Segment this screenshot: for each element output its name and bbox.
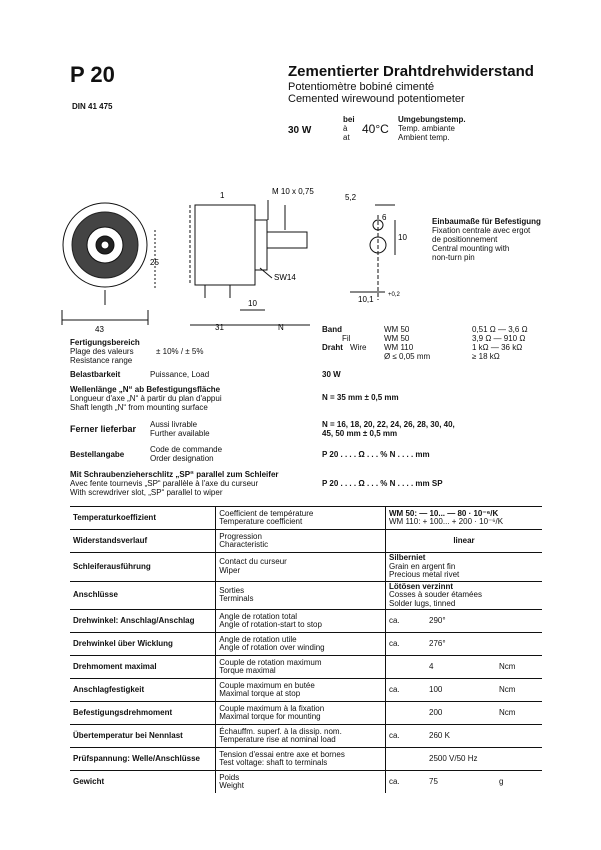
dim-10: 10 (248, 299, 257, 308)
property-en: Test voltage: shaft to terminals (219, 758, 328, 767)
property-de: Befestigungsdrehmoment (70, 702, 216, 725)
dim-31: 31 (215, 323, 224, 332)
property-fr-en (216, 702, 386, 725)
rating-temp: 40°C (362, 122, 389, 136)
property-en: Wiper (219, 565, 241, 575)
property-fr: Angle de rotation utile (219, 634, 297, 644)
property-en: Angle of rotation over winding (219, 643, 325, 652)
model-title: P 20 (70, 62, 115, 87)
table-row (70, 581, 542, 610)
dim-6: 6 (382, 213, 387, 222)
property-fr: Couple maximum à la fixation (219, 703, 325, 713)
order-label: Bestellangabe (70, 450, 125, 459)
dim-sw14: SW14 (274, 273, 296, 282)
property-en: Terminals (219, 594, 254, 604)
table-row (70, 553, 542, 582)
table-row (70, 748, 542, 771)
property-value: 4 Ncm (386, 656, 543, 679)
property-de: Anschlüsse (70, 581, 216, 610)
title-en: Cemented wirewound potentiometer (288, 93, 465, 105)
property-fr-en (216, 581, 386, 610)
property-de: Prüfspannung: Welle/Anschlüsse (70, 748, 216, 771)
resistance-table: Band Fil Draht Wire WM 50 WM 50 WM 110 Ø ≤ 0,05 mm 0,51 Ω — 3,6 Ω 3,9 Ω — 910 Ω 1 kΩ — 36 kΩ ≥ 18 kΩ (322, 325, 528, 361)
rating-power: 30 W (288, 125, 312, 136)
mounting-fr2: de positionnement (432, 235, 498, 244)
order-value: P 20 . . . . Ω . . . % N . . . . mm (322, 450, 430, 459)
tolerance: ± 10% / ± 5% (156, 347, 204, 356)
property-fr-en (216, 507, 386, 530)
property-fr: Poids (219, 772, 240, 782)
property-value: ca. 260 K (386, 725, 543, 748)
title-block (288, 63, 534, 105)
property-fr-en (216, 748, 386, 771)
property-de: Drehwinkel über Wicklung (70, 633, 216, 656)
din-number: DIN 41 475 (72, 102, 113, 111)
property-fr: Échauffm. superf. à la dissip. nom. (219, 726, 342, 736)
title-fr: Potentiomètre bobiné cimenté (288, 81, 435, 93)
further-values: N = 16, 18, 20, 22, 24, 26, 28, 30, 40, 45, 50 mm ± 0,5 mm (322, 420, 455, 438)
mounting-en1: Central mounting with (432, 244, 510, 253)
load-fr: Puissance, Load (150, 370, 210, 379)
mounting-en2: non-turn pin (432, 253, 475, 262)
property-fr: Sorties (219, 585, 245, 595)
further-label: Ferner lieferbar (70, 424, 137, 434)
dim-101: 10,1 (358, 295, 374, 304)
rating-block (288, 115, 488, 145)
ambient-fr: Temp. ambiante (398, 124, 455, 133)
property-fr: Couple maximum en butée (219, 680, 315, 690)
property-de: Drehmoment maximal (70, 656, 216, 679)
mounting-fr1: Fixation centrale avec ergot (432, 226, 531, 235)
property-value: ca. 75 g (386, 771, 543, 794)
table-row (70, 633, 542, 656)
table-row (70, 771, 542, 794)
property-de: Widerstandsverlauf (70, 530, 216, 553)
property-fr-en (216, 771, 386, 794)
property-value: Silberniet Grain en argent fin Precious metal rivet (386, 553, 543, 582)
title-de: Zementierter Drahtdrehwiderstand (288, 63, 534, 80)
property-de: Drehwinkel: Anschlag/Anschlag (70, 610, 216, 633)
property-fr-en (216, 679, 386, 702)
table-row (70, 610, 542, 633)
property-en: Angle of rotation-start to stop (219, 620, 322, 629)
ambient-en: Ambient temp. (398, 133, 450, 142)
property-fr: Coefficient de température (219, 508, 314, 518)
property-value: ca. 100 Ncm (386, 679, 543, 702)
property-en: Temperature coefficient (219, 517, 303, 526)
dim-1: 1 (220, 191, 225, 200)
property-fr-en (216, 610, 386, 633)
property-fr-en (216, 553, 386, 582)
rating-at-fr: à (343, 124, 348, 133)
property-en: Temperature rise at nominal load (219, 735, 336, 744)
dim-tol: +0,2 (388, 292, 400, 298)
property-de: Schleiferausführung (70, 553, 216, 582)
property-fr: Progression (219, 531, 262, 541)
dim-25: 25 (150, 258, 159, 267)
dim-10b: 10 (398, 233, 407, 242)
mounting-note (432, 217, 541, 262)
side-view-shaft (267, 232, 307, 248)
property-fr: Contact du curseur (219, 557, 287, 567)
side-view-body (195, 205, 255, 285)
property-value: 200 Ncm (386, 702, 543, 725)
dim-n: N (278, 323, 284, 332)
property-value: Lötösen verzinnt Cosses à souder étamées Solder lugs, tinned (386, 581, 543, 610)
slot-label: Mit Schraubenzieherschlitz „SP“ parallel zum Schleifer Avec fente tournevis „SP“ parallèle à l'axe du curseur With screwdriver slot, „SP“ parallel to wiper (70, 470, 279, 497)
property-fr-en (216, 656, 386, 679)
property-fr: Tension d'essai entre axe et bornes (219, 749, 345, 759)
table-row (70, 725, 542, 748)
rating-at-de: bei (343, 115, 355, 124)
further-text: Aussi livrable Further available (150, 420, 210, 438)
property-fr: Angle de rotation total (219, 611, 298, 621)
property-fr-en (216, 725, 386, 748)
property-value: ca. 290° (386, 610, 543, 633)
order-text: Code de commande Order designation (150, 445, 223, 463)
property-en: Characteristic (219, 540, 269, 549)
property-de: Temperaturkoeffizient (70, 507, 216, 530)
shaft-value: N = 35 mm ± 0,5 mm (322, 393, 399, 402)
dim-52: 5,2 (345, 193, 357, 202)
load-value: 30 W (322, 370, 341, 379)
dim-43: 43 (95, 325, 104, 334)
table-row (70, 679, 542, 702)
property-value: WM 50: — 10... — 80 · 10⁻⁶/K WM 110: + 100... + 200 · 10⁻⁶/K (386, 507, 543, 530)
mounting-de: Einbaumaße für Befestigung (432, 217, 541, 226)
table-row (70, 507, 542, 530)
property-en: Torque maximal (219, 666, 276, 675)
table-row (70, 656, 542, 679)
property-de: Anschlagfestigkeit (70, 679, 216, 702)
property-en: Maximal torque at stop (219, 689, 301, 698)
load-label: Belastbarkeit (70, 370, 121, 379)
property-en: Weight (219, 781, 244, 790)
property-fr-en (216, 530, 386, 553)
shaft-label: Wellenlänge „N“ ab Befestigungsfläche Longueur d'axe „N“ à partir du plan d'appui Shaft length „N“ from mounting surface (70, 385, 222, 412)
side-view-bushing (255, 220, 267, 270)
property-value: linear (386, 530, 543, 553)
slot-value: P 20 . . . . Ω . . . % N . . . . mm SP (322, 479, 443, 488)
properties-table (70, 506, 542, 793)
property-value: 2500 V/50 Hz (386, 748, 543, 771)
property-value: ca. 276° (386, 633, 543, 656)
range-label: Fertigungsbereich Plage des valeurs Resistance range (70, 338, 140, 365)
property-en: Maximal torque for mounting (219, 712, 321, 721)
table-row (70, 530, 542, 553)
ambient-de: Umgebungstemp. (398, 115, 466, 124)
dim-m10: M 10 x 0,75 (272, 187, 314, 196)
property-fr-en (216, 633, 386, 656)
table-row (70, 702, 542, 725)
property-de: Übertemperatur bei Nennlast (70, 725, 216, 748)
property-de: Gewicht (70, 771, 216, 794)
property-fr: Couple de rotation maximum (219, 657, 322, 667)
rating-at-en: at (343, 133, 350, 142)
